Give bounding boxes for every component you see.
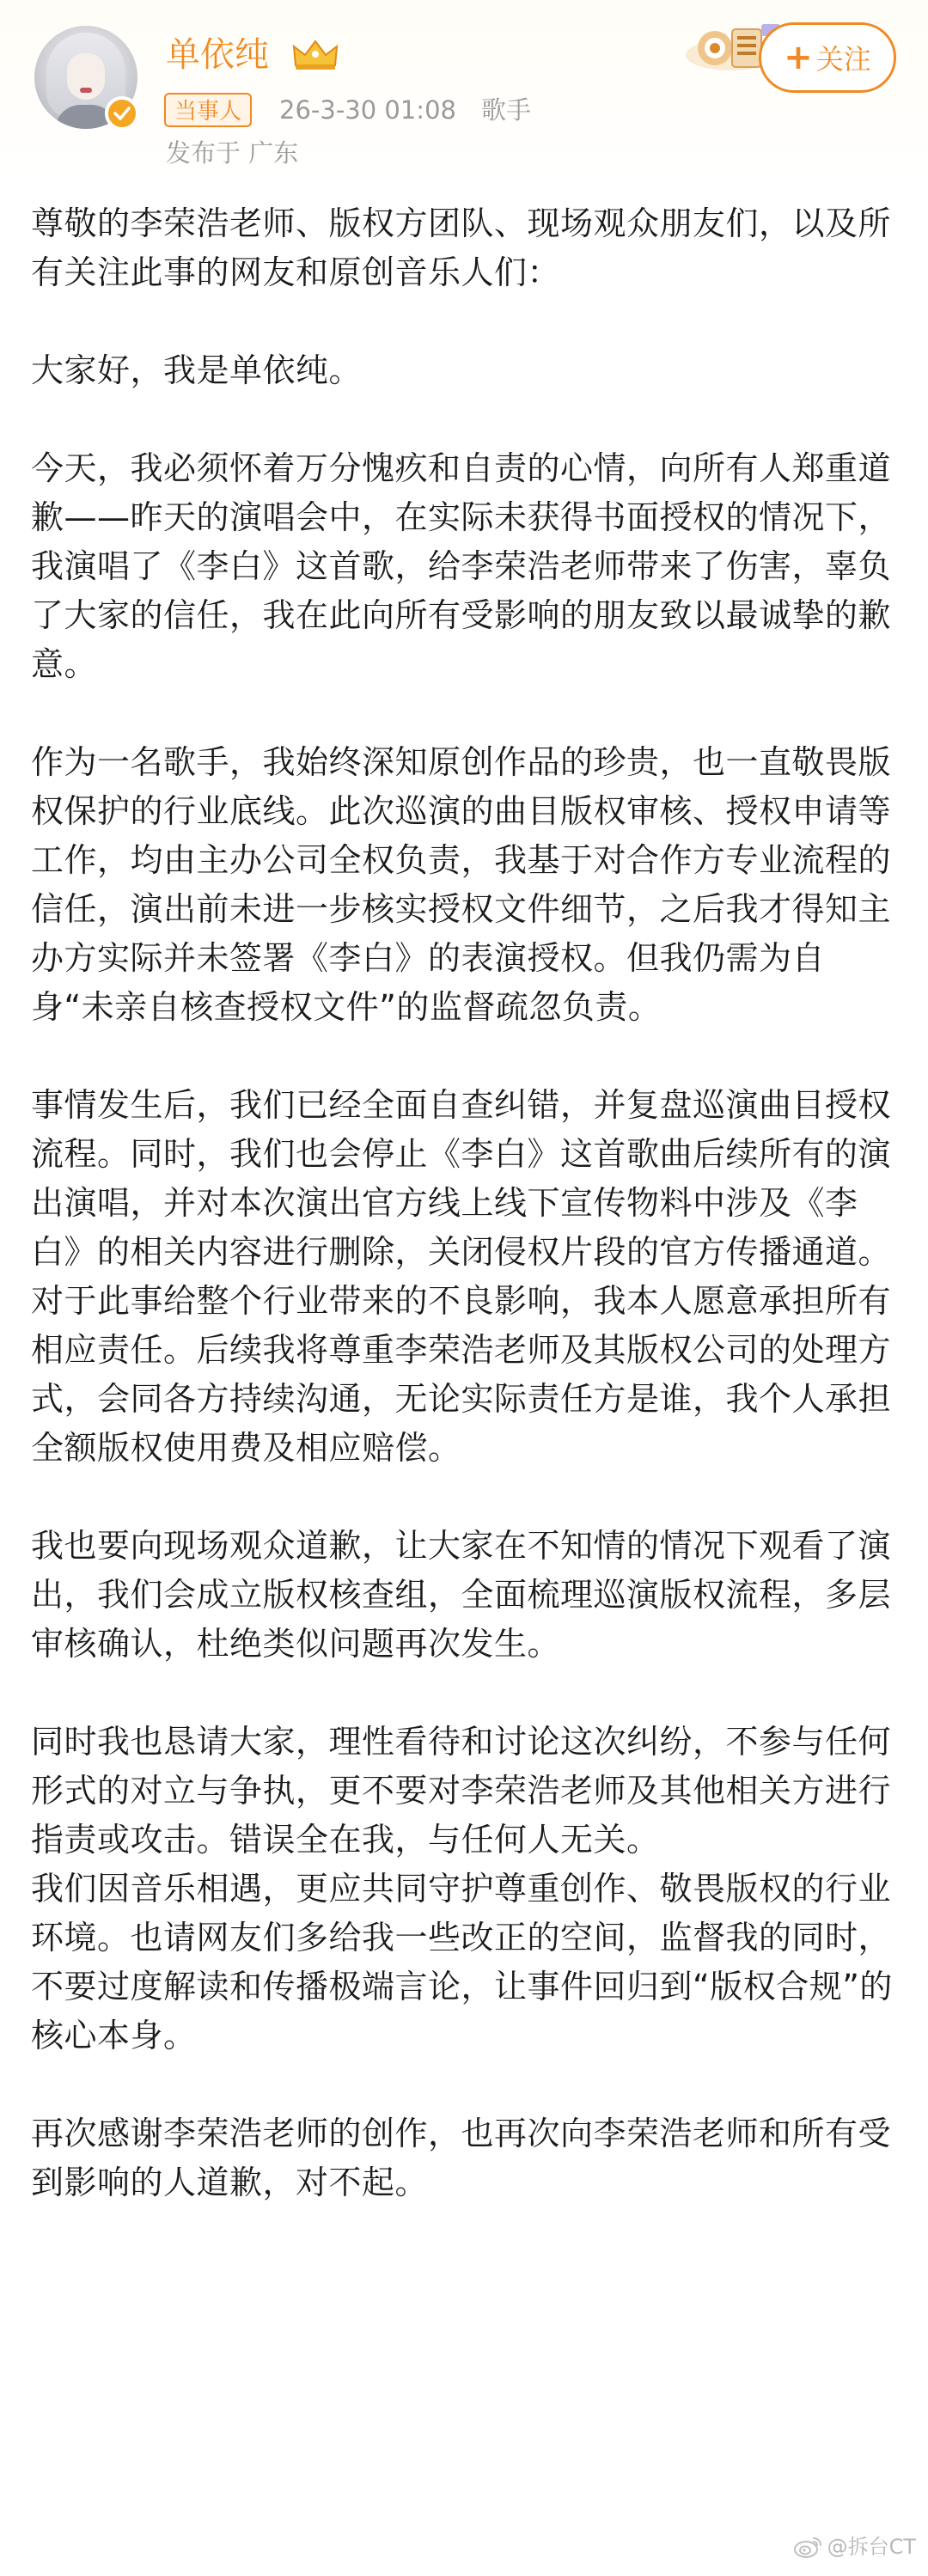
post-paragraph: 再次感谢李荣浩老师的创作，也再次向李荣浩老师和所有受到影响的人道歉，对不起。	[31, 2115, 892, 2201]
post-paragraph: 作为一名歌手，我始终深知原创作品的珍贵，也一直敬畏版权保护的行业底线。此次巡演的曲目版权审核、授权申请等工作，均由主办公司全权负责，我基于对合作方专业流程的信任，演出前未进一步核实授权文件细节，之后我才得知主办方实际并未签署《李白》的表演授权。但我仍需为自身“未亲自核查授权文件”的监督疏忽负责。	[31, 743, 892, 1026]
post-paragraph: 我也要向现场观众道歉，让大家在不知情的情况下观看了演出，我们会成立版权核查组，全面梳理巡演版权流程，多层审核确认，杜绝类似问题再次发生。	[31, 1527, 892, 1663]
follow-button[interactable]	[759, 22, 896, 93]
plus-icon: +	[784, 38, 813, 77]
author-name[interactable]: 单依纯	[166, 35, 269, 75]
post-paragraph: 事情发生后，我们已经全面自查纠错，并复盘巡演曲目授权流程。同时，我们也会停止《李白》这首歌曲后续所有的演出演唱，并对本次演出官方线上线下宣传物料中涉及《李白》的相关内容进行删除，关闭侵权片段的官方传播通道。对于此事给整个行业带来的不良影响，我本人愿意承担所有相应责任。后续我将尊重李荣浩老师及其版权公司的处理方式，会同各方持续沟通，无论实际责任方是谁，我个人承担全额版权使用费及相应赔偿。	[31, 1086, 892, 1467]
weibo-icon	[793, 2535, 822, 2559]
watermark	[793, 2530, 916, 2564]
paragraph-gap	[31, 297, 899, 346]
verified-icon	[105, 96, 139, 131]
crown-icon	[290, 38, 340, 72]
follow-button-label: 关注	[815, 43, 871, 76]
author-role: 歌手	[481, 95, 532, 125]
involved-party-badge: 当事人	[164, 93, 252, 127]
post-location: 发布于 广东	[166, 138, 299, 168]
post-paragraph: 同时我也恳请大家，理性看待和讨论这次纠纷，不参与任何形式的对立与争执，更不要对李荣浩老师及其他相关方进行指责或攻击。错误全在我，与任何人无关。	[31, 1723, 892, 1859]
post-paragraph: 尊敬的李荣浩老师、版权方团队、现场观众朋友们，以及所有关注此事的网友和原创音乐人们：	[31, 204, 892, 291]
paragraph-gap	[31, 689, 899, 738]
post-paragraph: 今天，我必须怀着万分愧疚和自责的心情，向所有人郑重道歉——昨天的演唱会中，在实际未获得书面授权的情况下，我演唱了《李白》这首歌，给李荣浩老师带来了伤害，辜负了大家的信任，我在此向所有受影响的朋友致以最诚挚的歉意。	[31, 449, 892, 683]
avatar[interactable]	[34, 26, 137, 129]
paragraph-gap	[31, 1473, 899, 1522]
post-body	[31, 199, 899, 2207]
post-header	[0, 0, 928, 185]
post-time: 26-3-30 01:08	[279, 95, 456, 125]
paragraph-gap	[31, 1032, 899, 1081]
avatar-mouth	[80, 88, 92, 93]
paragraph-gap	[31, 1669, 899, 1718]
post-paragraph: 大家好，我是单依纯。	[31, 351, 363, 389]
watermark-text: @拆台CT	[827, 2535, 916, 2559]
paragraph-gap	[31, 2060, 899, 2109]
paragraph-gap	[31, 395, 899, 444]
post-paragraph: 我们因音乐相遇，更应共同守护尊重创作、敬畏版权的行业环境。也请网友们多给我一些改正的空间，监督我的同时，不要过度解读和传播极端言论，让事件回归到“版权合规”的核心本身。	[31, 1870, 893, 2054]
